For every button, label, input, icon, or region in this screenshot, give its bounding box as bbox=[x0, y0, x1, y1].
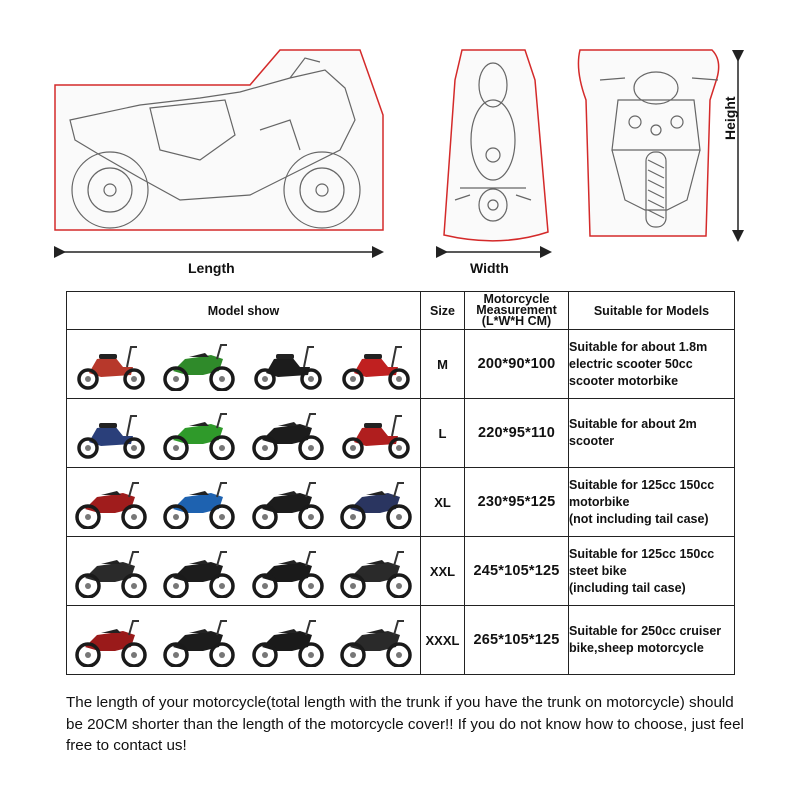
suitable-models-cell: Suitable for 250cc cruiser bike,sheep motorcycle bbox=[569, 606, 735, 675]
touring-bike-icon bbox=[71, 544, 151, 598]
header-measurement: Motorcycle Measurement (L*W*H CM) bbox=[465, 292, 569, 330]
size-cell: XXXL bbox=[421, 606, 465, 675]
size-cell: XL bbox=[421, 468, 465, 537]
cruiser-icon bbox=[336, 544, 416, 598]
header-suitable-models: Suitable for Models bbox=[569, 292, 735, 330]
suitable-models-cell: Suitable for 125cc 150cc steet bike (including tail case) bbox=[569, 537, 735, 606]
scooter-icon bbox=[336, 337, 416, 391]
cruiser-icon bbox=[248, 544, 328, 598]
table-row bbox=[67, 330, 735, 399]
scooter-icon bbox=[71, 337, 151, 391]
sport-bike-icon bbox=[248, 406, 328, 460]
size-cell: XXL bbox=[421, 537, 465, 606]
adventure-bike-icon bbox=[336, 475, 416, 529]
table-row bbox=[67, 606, 735, 675]
dimension-diagram bbox=[0, 0, 800, 285]
model-show-cell bbox=[67, 468, 421, 537]
model-show-cell bbox=[67, 606, 421, 675]
suitable-models-cell: Suitable for 125cc 150cc motorbike (not including tail case) bbox=[569, 468, 735, 537]
cruiser-icon bbox=[248, 613, 328, 667]
maxi-scooter-icon bbox=[71, 406, 151, 460]
table-row bbox=[67, 537, 735, 606]
front-view-cover bbox=[578, 50, 738, 236]
measurement-cell: 220*95*110 bbox=[465, 399, 569, 468]
touring-bike-icon bbox=[159, 613, 239, 667]
size-cell: M bbox=[421, 330, 465, 399]
side-view-cover bbox=[55, 50, 383, 252]
model-show-cell bbox=[67, 399, 421, 468]
size-cell: L bbox=[421, 399, 465, 468]
measurement-cell: 245*105*125 bbox=[465, 537, 569, 606]
scooter-icon bbox=[248, 337, 328, 391]
touring-bike-icon bbox=[71, 613, 151, 667]
measurement-cell: 265*105*125 bbox=[465, 606, 569, 675]
length-label: Length bbox=[188, 260, 235, 276]
suitable-models-cell: Suitable for about 1.8m electric scooter 50cc scooter motorbike bbox=[569, 330, 735, 399]
maxi-scooter-icon bbox=[336, 406, 416, 460]
table-header-row bbox=[67, 292, 735, 330]
dirt-bike-icon bbox=[159, 337, 239, 391]
header-size: Size bbox=[421, 292, 465, 330]
dirt-bike-icon bbox=[159, 406, 239, 460]
touring-bike-icon bbox=[336, 613, 416, 667]
suitable-models-cell: Suitable for about 2m scooter bbox=[569, 399, 735, 468]
header-model-show: Model show bbox=[67, 292, 421, 330]
sport-bike-icon bbox=[159, 475, 239, 529]
width-label: Width bbox=[470, 260, 509, 276]
top-view-cover bbox=[442, 50, 548, 252]
touring-bike-icon bbox=[159, 544, 239, 598]
table-row bbox=[67, 468, 735, 537]
cover-diagram-svg bbox=[0, 0, 800, 285]
adventure-bike-icon bbox=[71, 475, 151, 529]
height-label: Height bbox=[722, 96, 738, 140]
measurement-cell: 230*95*125 bbox=[465, 468, 569, 537]
adventure-bike-icon bbox=[248, 475, 328, 529]
measurement-cell: 200*90*100 bbox=[465, 330, 569, 399]
footnote-text: The length of your motorcycle(total length with the trunk if you have the trunk on motorcycle) should be 20CM shorter than the length of the motorcycle cover!! If you do not know how to choose, just feel free to contact us! bbox=[66, 694, 744, 754]
model-show-cell bbox=[67, 330, 421, 399]
size-chart-table bbox=[66, 291, 735, 675]
model-show-cell bbox=[67, 537, 421, 606]
table-row bbox=[67, 399, 735, 468]
